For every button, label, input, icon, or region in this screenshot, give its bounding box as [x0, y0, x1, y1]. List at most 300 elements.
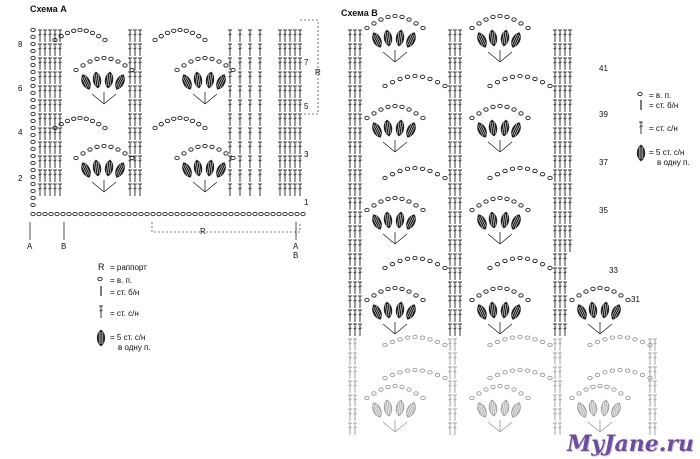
double-crochet-bar	[283, 174, 286, 175]
double-crochet-bar	[238, 76, 241, 77]
double-crochet-bar	[453, 371, 456, 372]
chain-stitch	[512, 18, 516, 21]
double-crochet-bar	[228, 62, 231, 63]
chain-stitch	[428, 169, 432, 172]
chain-stitch	[172, 117, 176, 120]
double-crochet-bar	[348, 230, 351, 231]
double-crochet-bar	[58, 132, 61, 133]
chain-stitch	[398, 259, 402, 262]
double-crochet-bar	[128, 48, 131, 49]
chain-stitch	[159, 122, 163, 125]
puff-stitch	[609, 303, 623, 321]
chain-stitch	[495, 262, 499, 265]
double-crochet-bar	[248, 132, 251, 133]
double-crochet-bar	[358, 90, 361, 91]
double-crochet-bar	[458, 48, 461, 49]
double-crochet-bar	[278, 90, 281, 91]
double-crochet-bar	[133, 160, 136, 161]
double-crochet-bar	[453, 272, 456, 273]
double-crochet-bar	[353, 62, 356, 63]
puff-stitch	[575, 303, 589, 321]
double-crochet-bar	[558, 62, 561, 63]
double-crochet-bar	[453, 399, 456, 400]
chain-stitch	[37, 212, 41, 215]
double-crochet-bar	[448, 132, 451, 133]
chain-stitch	[526, 208, 530, 211]
chain-stitch	[383, 376, 387, 379]
double-crochet-bar	[558, 90, 561, 91]
puff-stitch	[509, 213, 523, 231]
double-crochet-bar	[353, 272, 356, 273]
double-crochet-bar	[288, 146, 291, 147]
puff-stitch	[509, 31, 523, 49]
chain-stitch	[435, 172, 439, 175]
puff-stitch	[92, 160, 102, 177]
double-crochet-bar	[353, 343, 356, 344]
chain-stitch	[196, 145, 200, 148]
chain-stitch	[31, 182, 35, 185]
double-crochet-bar	[653, 385, 656, 386]
chain-stitch	[259, 212, 263, 215]
double-crochet-bar	[553, 160, 556, 161]
chain-stitch	[31, 154, 35, 157]
chain-stitch	[178, 28, 182, 31]
double-crochet-bar	[553, 314, 556, 315]
puff-stitch	[370, 213, 384, 231]
double-crochet-bar	[278, 146, 281, 147]
puff-stitch	[488, 120, 498, 137]
double-crochet-bar	[563, 62, 566, 63]
chain-stitch	[295, 212, 299, 215]
chain-stitch	[510, 369, 514, 372]
double-crochet-bar	[138, 146, 141, 147]
chain-stitch	[393, 384, 397, 387]
double-crochet-bar	[53, 48, 56, 49]
chain-stitch	[390, 80, 394, 83]
chain-stitch	[491, 197, 495, 200]
stitch-leg	[383, 422, 395, 432]
chain-stitch	[383, 84, 387, 87]
chain-stitch	[390, 373, 394, 376]
double-crochet-bar	[558, 258, 561, 259]
stitch-leg	[193, 182, 205, 192]
legend-b-chain-text: = в. п.	[649, 91, 672, 100]
puff-stitch	[383, 302, 393, 319]
double-crochet-bar	[558, 343, 561, 344]
double-crochet-bar	[228, 90, 231, 91]
double-crochet-bar	[283, 48, 286, 49]
chain-stitch	[414, 204, 418, 207]
puff-stitch	[193, 160, 203, 177]
chain-stitch	[525, 75, 529, 78]
double-crochet-bar	[348, 371, 351, 372]
chain-stitch	[398, 77, 402, 80]
double-crochet-bar	[348, 90, 351, 91]
double-crochet-bar	[348, 118, 351, 119]
double-crochet-bar	[348, 427, 351, 428]
double-crochet-bar	[553, 371, 556, 372]
chain-stitch	[379, 18, 383, 21]
double-crochet-bar	[43, 174, 46, 175]
chain-stitch	[182, 64, 186, 67]
chain-stitch	[413, 166, 417, 169]
legend-a-sc-text: = ст. б/н	[110, 288, 140, 297]
double-crochet-bar	[458, 244, 461, 245]
legend-b-sc-text: = ст. б/н	[649, 101, 679, 110]
double-crochet-bar	[553, 62, 556, 63]
stitch-leg	[600, 324, 612, 334]
double-crochet-bar	[288, 48, 291, 49]
double-crochet-bar	[553, 357, 556, 358]
double-crochet-bar	[553, 413, 556, 414]
scheme-a-label-a-right: A	[293, 242, 299, 251]
chain-stitch	[88, 60, 92, 63]
chain-stitch	[197, 34, 201, 37]
double-crochet-bar	[558, 160, 561, 161]
chain-stitch	[372, 204, 376, 207]
double-crochet-bar	[43, 90, 46, 91]
chain-stitch	[241, 212, 245, 215]
double-crochet-bar	[639, 126, 642, 127]
chain-stitch	[498, 104, 502, 107]
puff-stitch	[488, 212, 498, 229]
chain-stitch	[498, 384, 502, 387]
double-crochet-bar	[278, 174, 281, 175]
double-crochet-bar	[348, 188, 351, 189]
double-crochet-bar	[553, 427, 556, 428]
double-crochet-bar	[358, 216, 361, 217]
double-crochet-bar	[453, 202, 456, 203]
double-crochet-bar	[53, 76, 56, 77]
double-crochet-bar	[298, 174, 301, 175]
double-crochet-bar	[99, 310, 102, 311]
chain-stitch	[510, 336, 514, 339]
double-crochet-bar	[283, 76, 286, 77]
double-crochet-bar	[298, 34, 301, 35]
puff-stitch	[404, 401, 418, 419]
double-crochet-bar	[648, 427, 651, 428]
double-crochet-bar	[553, 385, 556, 386]
puff-stitch	[509, 401, 523, 419]
double-crochet-bar	[278, 62, 281, 63]
legend-a-repeat-text: = раппорт	[110, 263, 147, 272]
stitch-leg	[104, 182, 116, 192]
double-crochet-bar	[448, 174, 451, 175]
chain-stitch	[165, 31, 169, 34]
double-crochet-bar	[558, 314, 561, 315]
chain-stitch	[61, 212, 65, 215]
double-crochet-bar	[568, 62, 571, 63]
chain-stitch	[31, 140, 35, 143]
double-crochet-bar	[458, 230, 461, 231]
double-crochet-bar	[43, 132, 46, 133]
stitch-leg	[395, 422, 407, 432]
puff-stitch	[395, 400, 405, 417]
double-crochet-bar	[128, 76, 131, 77]
chain-stitch	[640, 340, 644, 343]
stitch-leg	[383, 52, 395, 62]
puff-stitch	[104, 72, 114, 89]
chain-stitch	[505, 385, 509, 388]
double-crochet-bar	[448, 118, 451, 119]
double-crochet-bar	[448, 413, 451, 414]
double-crochet-bar	[128, 62, 131, 63]
scheme-a-row-number-5: 5	[304, 102, 309, 111]
stitch-leg	[92, 182, 104, 192]
stitch-leg	[193, 94, 205, 104]
puff-stitch	[370, 401, 384, 419]
double-crochet-bar	[653, 427, 656, 428]
chain-stitch	[31, 77, 35, 80]
double-crochet-bar	[448, 90, 451, 91]
chain-stitch	[398, 338, 402, 341]
repeat-bracket-right	[300, 20, 318, 114]
double-crochet-bar	[563, 132, 566, 133]
double-crochet-bar	[358, 174, 361, 175]
double-crochet-bar	[283, 146, 286, 147]
double-crochet-bar	[138, 188, 141, 189]
double-crochet-bar	[648, 413, 651, 414]
chain-stitch	[49, 212, 53, 215]
double-crochet-bar	[348, 132, 351, 133]
double-crochet-bar	[568, 230, 571, 231]
double-crochet-bar	[248, 174, 251, 175]
chain-stitch	[383, 266, 387, 269]
double-crochet-bar	[293, 76, 296, 77]
chain-stitch	[247, 212, 251, 215]
double-crochet-bar	[238, 118, 241, 119]
chain-stitch	[130, 68, 134, 71]
puff-stitch	[575, 401, 589, 419]
double-crochet-bar	[453, 118, 456, 119]
chain-stitch	[229, 212, 233, 215]
chain-stitch	[495, 373, 499, 376]
chain-stitch	[31, 63, 35, 66]
puff-stitch	[588, 400, 598, 417]
chain-stitch	[97, 212, 101, 215]
double-crochet-bar	[653, 413, 656, 414]
double-crochet-bar	[248, 188, 251, 189]
chain-stitch	[421, 396, 425, 399]
chain-stitch	[603, 371, 607, 374]
chain-stitch	[31, 56, 35, 59]
double-crochet-bar	[348, 34, 351, 35]
chain-stitch	[393, 104, 397, 107]
chain-stitch	[477, 392, 481, 395]
double-crochet-bar	[38, 104, 41, 105]
chain-stitch	[139, 212, 143, 215]
chain-stitch	[379, 290, 383, 293]
chain-stitch	[577, 392, 581, 395]
double-crochet-bar	[458, 104, 461, 105]
double-crochet-bar	[553, 90, 556, 91]
double-crochet-bar	[128, 34, 131, 35]
double-crochet-bar	[283, 104, 286, 105]
chain-stitch	[31, 133, 35, 136]
double-crochet-bar	[648, 371, 651, 372]
double-crochet-bar	[133, 62, 136, 63]
double-crochet-bar	[458, 160, 461, 161]
double-crochet-bar	[348, 413, 351, 414]
double-crochet-bar	[48, 160, 51, 161]
double-crochet-bar	[458, 300, 461, 301]
chain-stitch	[598, 286, 602, 289]
stitch-leg	[500, 324, 512, 334]
chain-stitch	[90, 31, 94, 34]
double-crochet-bar	[258, 174, 261, 175]
chain-stitch	[103, 126, 107, 129]
double-crochet-bar	[288, 132, 291, 133]
puff-stitch	[475, 303, 489, 321]
double-crochet-bar	[353, 118, 356, 119]
chain-stitch	[31, 112, 35, 115]
chain-stitch	[510, 75, 514, 78]
double-crochet-bar	[563, 90, 566, 91]
chain-stitch	[115, 212, 119, 215]
double-crochet-bar	[448, 104, 451, 105]
chain-stitch	[428, 259, 432, 262]
double-crochet-bar	[348, 146, 351, 147]
double-crochet-bar	[283, 188, 286, 189]
chain-stitch	[90, 119, 94, 122]
chain-stitch	[109, 212, 113, 215]
double-crochet-bar	[453, 244, 456, 245]
chain-stitch	[31, 196, 35, 199]
scheme-a-row-number-7: 7	[304, 58, 309, 67]
double-crochet-bar	[563, 146, 566, 147]
chain-stitch	[526, 26, 530, 29]
double-crochet-bar	[353, 244, 356, 245]
double-crochet-bar	[348, 343, 351, 344]
chain-stitch	[591, 287, 595, 290]
chain-stitch	[526, 298, 530, 301]
double-crochet-bar	[348, 104, 351, 105]
double-crochet-bar	[248, 62, 251, 63]
chain-stitch	[588, 343, 592, 346]
double-crochet-bar	[128, 118, 131, 119]
double-crochet-bar	[353, 357, 356, 358]
double-crochet-bar	[138, 104, 141, 105]
chain-stitch	[420, 257, 424, 260]
double-crochet-bar	[448, 244, 451, 245]
double-crochet-bar	[448, 34, 451, 35]
puff-stitch	[500, 120, 510, 137]
double-crochet-bar	[448, 62, 451, 63]
legend-b-puff-text: = 5 ст. с/н	[649, 148, 685, 157]
double-crochet-bar	[653, 357, 656, 358]
double-crochet-bar	[58, 146, 61, 147]
double-crochet-bar	[48, 48, 51, 49]
puff-stitch	[395, 212, 405, 229]
double-crochet-bar	[553, 132, 556, 133]
double-crochet-bar	[358, 132, 361, 133]
double-crochet-bar	[38, 34, 41, 35]
puff-stitch	[92, 72, 102, 89]
double-crochet-bar	[283, 118, 286, 119]
chain-stitch	[98, 277, 102, 280]
double-crochet-bar	[358, 76, 361, 77]
double-crochet-bar	[258, 132, 261, 133]
double-crochet-bar	[568, 34, 571, 35]
chain-stitch	[74, 68, 78, 71]
chain-stitch	[31, 70, 35, 73]
double-crochet-bar	[453, 385, 456, 386]
double-crochet-bar	[238, 146, 241, 147]
double-crochet-bar	[448, 202, 451, 203]
double-crochet-bar	[58, 62, 61, 63]
chain-stitch	[31, 49, 35, 52]
double-crochet-bar	[298, 132, 301, 133]
puff-stitch	[214, 161, 228, 179]
chain-stitch	[518, 74, 522, 77]
double-crochet-bar	[458, 314, 461, 315]
stitch-leg	[92, 94, 104, 104]
chain-stitch	[519, 294, 523, 297]
chain-stitch	[413, 368, 417, 371]
double-crochet-bar	[288, 174, 291, 175]
chain-stitch	[470, 396, 474, 399]
double-crochet-bar	[558, 413, 561, 414]
stitch-leg	[500, 422, 512, 432]
scheme-a-row-number-4: 4	[18, 128, 23, 137]
chain-stitch	[491, 105, 495, 108]
chain-stitch	[133, 212, 137, 215]
double-crochet-bar	[358, 202, 361, 203]
chain-stitch	[184, 117, 188, 120]
chain-stitch	[123, 152, 127, 155]
double-crochet-bar	[58, 118, 61, 119]
chain-stitch	[383, 343, 387, 346]
double-crochet-bar	[133, 90, 136, 91]
double-crochet-bar	[58, 90, 61, 91]
double-crochet-bar	[298, 188, 301, 189]
puff-stitch	[370, 31, 384, 49]
double-crochet-bar	[553, 188, 556, 189]
double-crochet-bar	[43, 146, 46, 147]
legend-a-puff-text: = 5 ст. с/н	[110, 333, 146, 342]
double-crochet-bar	[258, 62, 261, 63]
double-crochet-bar	[353, 413, 356, 414]
double-crochet-bar	[458, 286, 461, 287]
chain-stitch	[116, 60, 120, 63]
double-crochet-bar	[278, 118, 281, 119]
double-crochet-bar	[558, 216, 561, 217]
chain-stitch	[603, 338, 607, 341]
double-crochet-bar	[458, 174, 461, 175]
double-crochet-bar	[53, 104, 56, 105]
double-crochet-bar	[43, 76, 46, 77]
double-crochet-bar	[558, 48, 561, 49]
chain-stitch	[570, 396, 574, 399]
chain-stitch	[407, 18, 411, 21]
chain-stitch	[625, 369, 629, 372]
stitch-leg	[488, 142, 500, 152]
double-crochet-bar	[293, 90, 296, 91]
double-crochet-bar	[348, 272, 351, 273]
chain-stitch	[491, 15, 495, 18]
double-crochet-bar	[53, 90, 56, 91]
double-crochet-bar	[553, 146, 556, 147]
double-crochet-bar	[138, 62, 141, 63]
puff-stitch	[79, 161, 93, 179]
double-crochet-bar	[353, 160, 356, 161]
chain-stitch	[182, 152, 186, 155]
chain-stitch	[413, 256, 417, 259]
chain-stitch	[31, 28, 35, 31]
chain-stitch	[103, 38, 107, 41]
double-crochet-bar	[558, 244, 561, 245]
double-crochet-bar	[358, 230, 361, 231]
